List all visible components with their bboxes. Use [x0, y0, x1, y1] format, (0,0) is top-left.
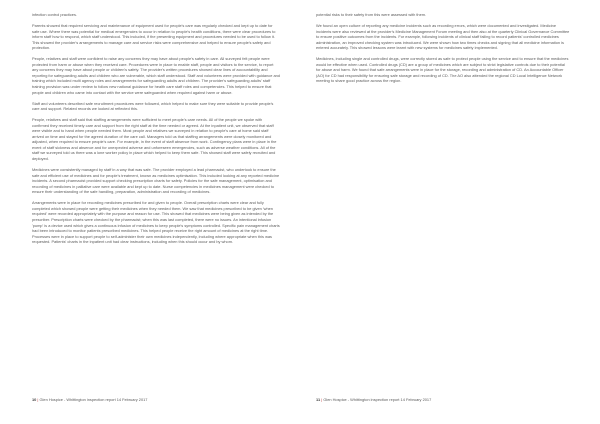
paragraph: Medicines were consistently managed by staff in a way that was safe. The provider employed a lead pharmacist, who undertook to ensure the safe and efficient use of medicines and for people's treatment, known as medicines optimisation. This included looking at any reported medicine incidents. A second pharmacist provided support checking prescription charts for safety. Policies for the safe management, optimisation and recording of medicines in palliative care were available and kept up to date. Nurse competencies in medicines management were checked to ensure their understanding of the safe handling, preparation, administration and recording of medicines. [32, 167, 280, 195]
page-number: 11 [316, 397, 321, 402]
page-number: 10 [32, 397, 37, 402]
paragraph: Medicines, including single and controlled drugs, were correctly stored as safe to protect people using the service and to ensure that the medicines would be effective when used. Controlled drugs (CD) are a group of medicines which are subject to strict legislative controls due to their potential for abuse and harm. We found that safe arrangements were in place for the storage, recording and administration of CD. An Accountable Officer (AO) for CD had responsibility for ensuring safe storage and recording of CD. The AO also attended the regional CD Local Intelligence Network meeting to share good practice across the region. [316, 56, 569, 84]
footer-separator: | [37, 397, 39, 402]
footer-separator: | [321, 397, 323, 402]
paragraph: People, relatives and staff were confident to raise any concerns they may have about people's safety in care. All surveyed felt people were protected from harm or abuse when they received care. Procedures were in place to enable staff, people and visitors to the service, to report any concerns they may have about people or children's safety. The provider's written procedures showed clear lines of accountability and reporting for safeguarding adults and children who are vulnerable, which staff understood. Staff and volunteers were provided with guidance and training which included multi agency roles and arrangements for safeguarding adults and children. The provider's safeguarding adults' staff training provision was under review to follow new national guidance for health care staff roles and competencies. This helped to ensure that people and children who came into contact with the service were safeguarded when required against harm or abuse. [32, 56, 280, 95]
left-page-body [32, 12, 280, 250]
right-page-body [316, 12, 570, 90]
right-page [300, 0, 600, 424]
paragraph: We found an open culture of reporting any medicine incidents such as recording errors, which were documented and investigated. Medicine incidents were also reviewed at the provider's Medicine Management Forum meeting and then also at the quarterly Clinical Governance Committee to ensure positive outcomes from the incidents. For example, following incidents of clinical staff failing to record patients' controlled medicines administration, an improved checking system was introduced. We were shown how two times checks and signing that all medicine information is entered accurately. This showed lessons were learnt with new systems for medicines safety implemented. [316, 23, 570, 51]
footer-title: Glen Hospice - Whittington inspection report 14 February 2017 [323, 397, 432, 402]
footer-title: Glen Hospice - Whittington inspection report 14 February 2017 [39, 397, 148, 402]
paragraph: Parents showed that required servicing and maintenance of equipment used for people's care was regularly checked and kept up to date for safe use. Where there was potential for medical emergencies to occur in relation to people's health conditions, there were clear procedures to inform staff how to respond, which staff understood. This included, if the presenting equipment and procedures needed to be used to follow it. This showed the provider's arrangements to manage care and service risks were comprehensive and helped to ensure people's safety and protection. [32, 23, 276, 51]
right-page-footer [316, 397, 431, 402]
left-page-footer [32, 397, 147, 402]
paragraph: People, relatives and staff said that staffing arrangements were sufficient to meet people's care needs. All of the people we spoke with confirmed they received timely care and support from the right staff at the time needed or agreed. At the inpatient unit, we observed that staff were visible and to hand when people needed them. Most people and relatives we surveyed in relation to people's care at home said staff arrived on time and stayed for the agreed duration of the care call. Managers told us that staffing arrangements were closely monitored and adjusted, when required to ensure people's care. For example, in the event of staff absence from work. Contingency plans were in place in the event of staff sickness and absence and for unexpected adverse and unforeseen emergencies, such as adverse weather conditions. All of the staff we surveyed told us there was a lone worker policy in place which helped to keep them safe. This showed staff were safely recruited and deployed. [32, 117, 277, 162]
paragraph: Arrangements were in place for recording medicines prescribed for and given to people. Overall prescription charts were clear and fully completed which showed people were getting their medicines when they needed them. We saw that medicines prescribed to be given 'when required' were recorded appropriately with the purpose and reason for use. This showed that medicines were being given as intended by the prescriber. Prescription charts were checked by the pharmacist; when this was last completed, there were no issues. An intentional infusion 'pump' is a device used which gives a continuous infusion of medicines to keep people's symptoms controlled. Specific pain management charts had been introduced to monitor patients prescribed medicines. This helped people receive the right amount of medicines at the right time. Processes were in place to support people to self-administer their own medicines independently, including where appropriate when this was requested. Patients' charts in the inpatient unit had clear instructions, including when this should occur and by whom. [32, 200, 280, 245]
paragraph: infection control practices. [32, 12, 77, 17]
paragraph: potential risks to their safety from this were assessed with them. [316, 12, 427, 17]
paragraph: Staff and volunteers described safe recruitment procedures were followed, which helped to make sure they were suitable to provide people's care and support. Related records we looked at reflected this. [32, 100, 274, 112]
